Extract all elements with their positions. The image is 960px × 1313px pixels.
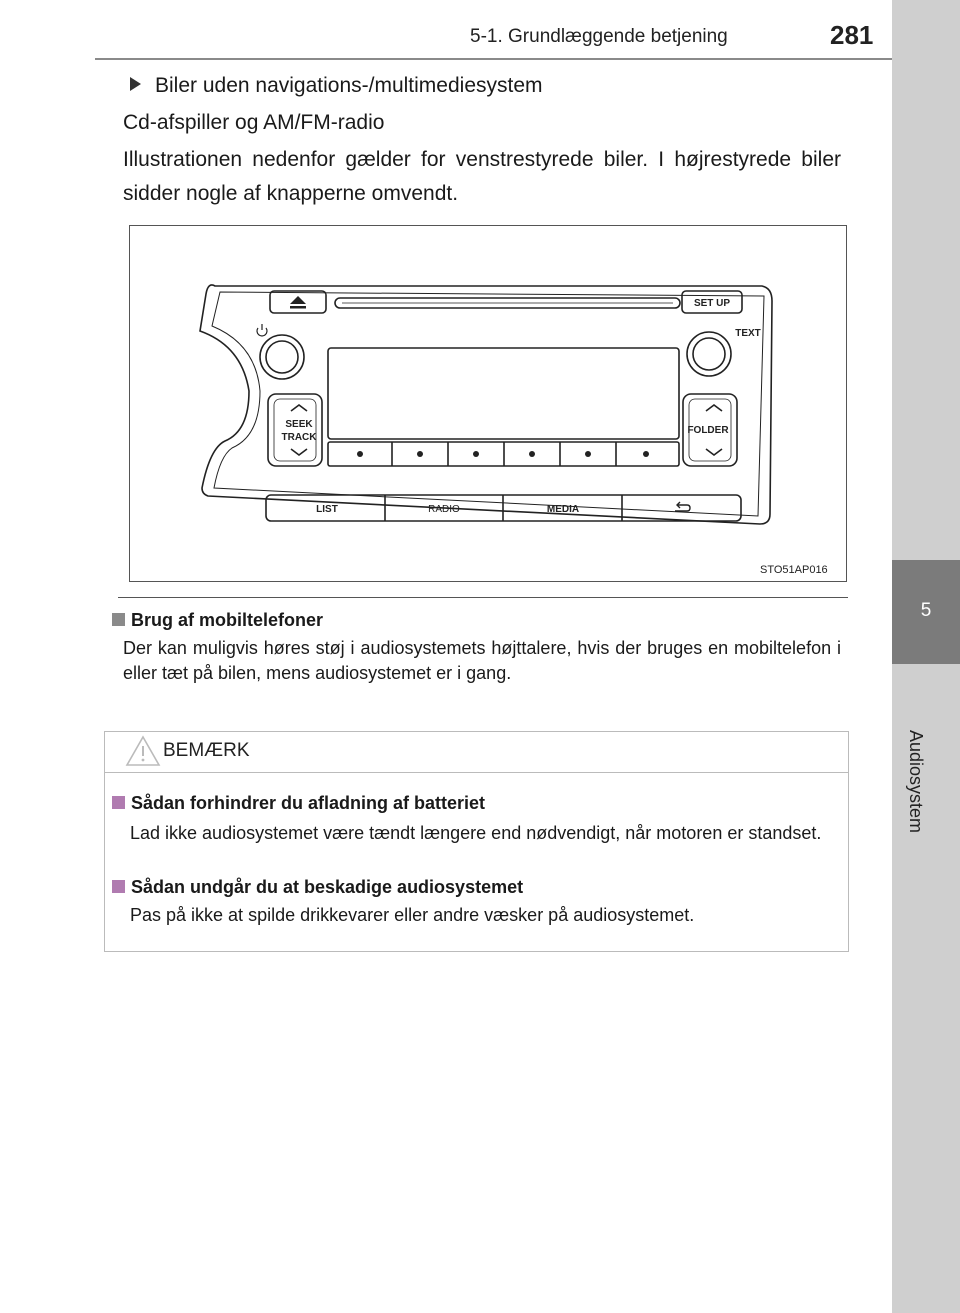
figure-code: STO51AP016 [760,564,828,576]
folder-label: FOLDER [687,425,729,436]
notice-item-heading-text: Sådan undgår du at beskadige audiosystemet [131,877,524,897]
square-bullet-icon [112,796,125,809]
list-label: LIST [316,504,338,515]
subheading [130,69,543,103]
square-bullet-icon [112,613,125,626]
eject-icon [290,296,306,304]
mobile-heading [112,607,323,633]
track-label: TRACK [281,432,317,443]
radio-illustration [130,226,846,581]
radio-label: RADIO [428,504,460,515]
text-label: TEXT [735,328,761,339]
notice-item-heading-text: Sådan forhindrer du afladning af batteriet [131,793,486,813]
radio-illustration-frame [129,225,847,582]
mobile-body: Der kan muligvis høres støj i audiosystemets højttalere, hvis der bruges en mobiltelefon i eller tæt på bilen, mens audiosystemet er i gang. [123,638,841,683]
media-label: MEDIA [546,504,580,515]
warning-triangle-icon [125,734,161,768]
page-number: 281 [830,20,874,50]
device-title: Cd-afspiller og AM/FM-radio [123,111,385,134]
figure-divider [118,597,848,598]
description-paragraph: Illustrationen nedenfor gælder for venstrestyrede biler. I højrestyrede biler sidder nogle af knapperne omvendt. [123,148,841,205]
triangle-bullet-icon [130,77,141,91]
mobile-heading-text: Brug af mobiltelefoner [131,610,324,630]
sidebar-background-bottom [892,664,960,1313]
section-title: 5-1. Grundlæggende betjening [470,26,728,47]
chapter-title: Audiosystem [906,730,926,834]
notice-item-heading [112,874,523,900]
notice-item-body: Pas på ikke at spilde drikkevarer eller andre væsker på audiosystemet. [130,905,695,925]
notice-title: BEMÆRK [163,740,250,761]
notice-item-body: Lad ikke audiosystemet være tændt længere end nødvendigt, når motoren er standset. [130,823,822,843]
notice-item-heading [112,790,485,816]
subheading-text: Biler uden navigations-/multimediesystem [155,74,543,97]
notice-header-divider [104,772,849,773]
seek-label: SEEK [285,419,313,430]
setup-label: SET UP [693,298,731,309]
square-bullet-icon [112,880,125,893]
sidebar-background-top [892,0,960,560]
header-divider [95,58,895,60]
chapter-number: 5 [920,600,932,621]
